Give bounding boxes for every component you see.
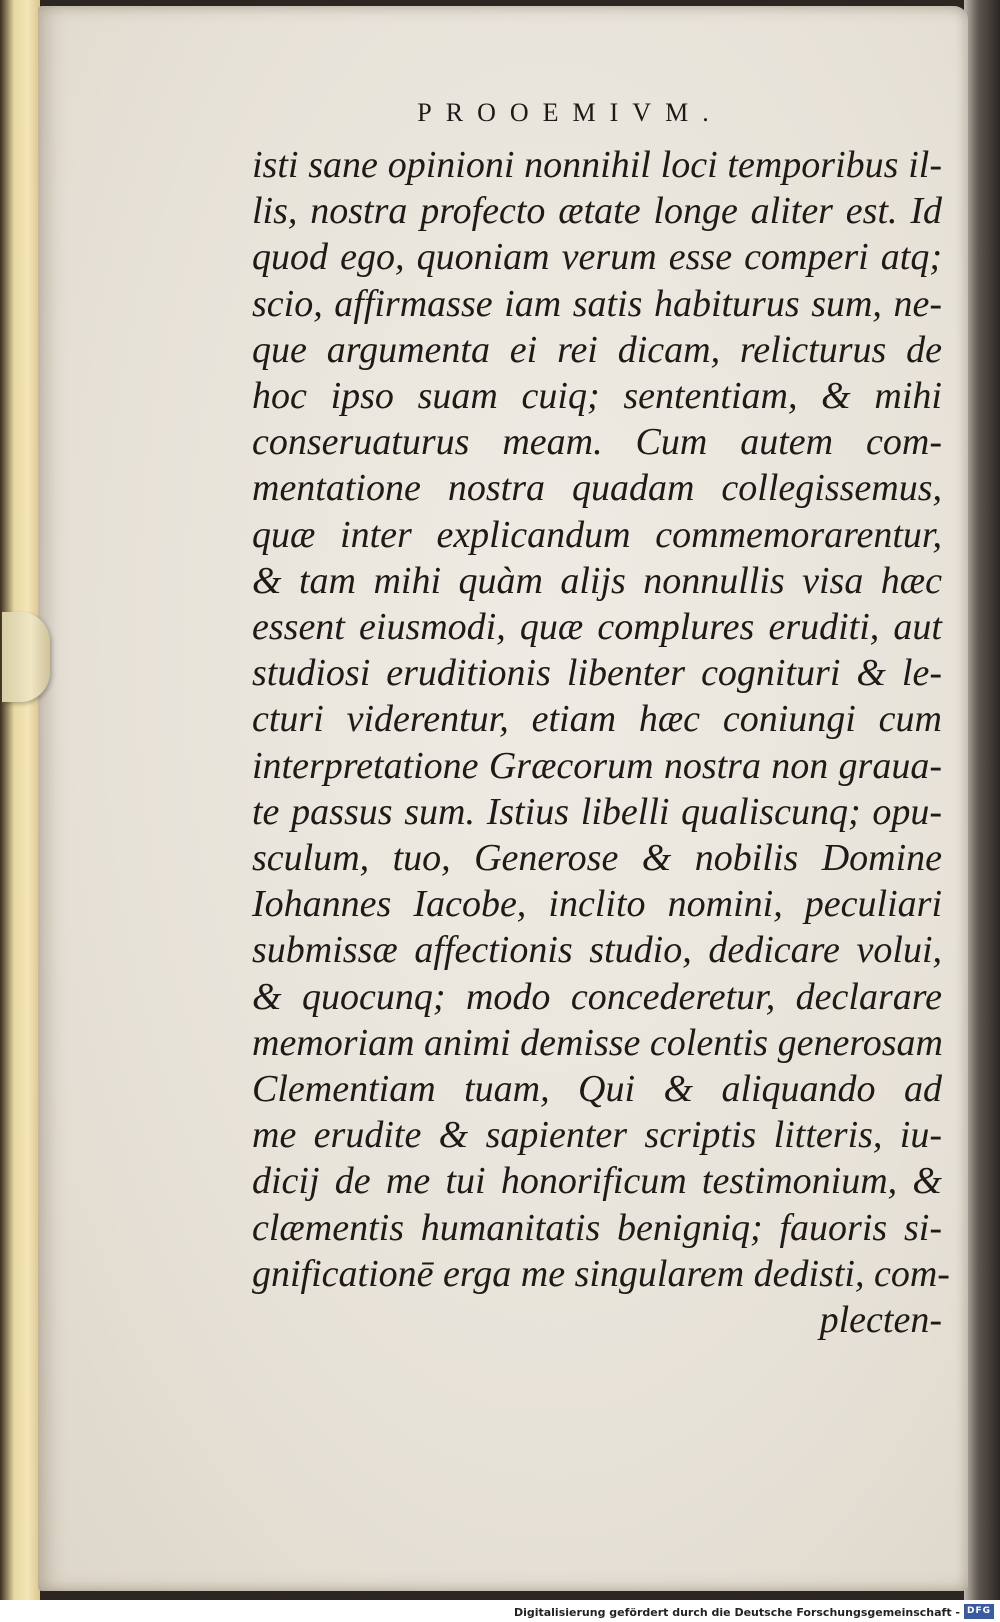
text-line: Clementiam tuam, Qui & aliquando ad <box>252 1068 942 1111</box>
text-line: lis, nostra profecto ætate longe aliter est. Id <box>252 190 942 233</box>
text-line: te passus sum. Istius libelli qualiscunq; opu- <box>252 790 942 833</box>
text-line: & quocunq; modo concederetur, declarare <box>252 975 942 1018</box>
body-text <box>252 142 950 1343</box>
text-line: essent eiusmodi, quæ complures eruditi, aut <box>252 606 942 649</box>
text-line: gnificationē erga me singularem dedisti, com- <box>252 1252 950 1295</box>
text-line: isti sane opinioni nonnihil loci temporibus il- <box>252 144 942 186</box>
dfg-logo: DFG <box>964 1604 994 1619</box>
text-line: cturi viderentur, etiam hæc coniungi cum <box>252 698 942 741</box>
text-line: que argumenta ei rei dicam, relicturus de <box>252 328 942 371</box>
page-stack-right <box>964 0 1000 1600</box>
text-line: Iohannes Iacobe, inclito nomini, peculiari <box>252 883 942 926</box>
catchword: plecten- <box>819 1299 942 1342</box>
text-line: interpretatione Græcorum nostra non graua- <box>252 744 942 787</box>
text-line: clæmentis humanitatis benigniq; fauoris si- <box>252 1206 942 1249</box>
text-line: scio, affirmasse iam satis habiturus sum, ne- <box>252 282 942 325</box>
book-edge-left <box>0 0 40 1600</box>
text-line: studiosi eruditionis libenter cognituri & le- <box>252 652 942 695</box>
funding-credit: Digitalisierung gefördert durch die Deutsche Forschungsgemeinschaft - <box>513 1606 960 1619</box>
text-line: dicij de me tui honorificum testimonium, & <box>252 1160 942 1203</box>
text-line: me erudite & sapienter scriptis litteris, iu- <box>252 1114 942 1157</box>
text-line: memoriam animi demisse colentis generosam <box>252 1021 943 1064</box>
text-line: & tam mihi quàm alijs nonnullis visa hæc <box>252 559 942 602</box>
text-line: quæ inter explicandum commemorarentur, <box>252 513 942 556</box>
bookmark-tab <box>2 612 50 702</box>
text-line: submissæ affectionis studio, dedicare volui, <box>252 929 942 972</box>
running-head: PROOEMIVM. <box>417 98 723 127</box>
footer-bar <box>0 1600 1000 1622</box>
text-line: quod ego, quoniam verum esse comperi atq; <box>252 236 942 279</box>
text-line: hoc ipso suam cuiq; sententiam, & mihi <box>252 375 942 418</box>
text-line: sculum, tuo, Generose & nobilis Domine <box>252 837 942 880</box>
text-line: conseruaturus meam. Cum autem com- <box>252 421 942 464</box>
text-line: mentatione nostra quadam collegissemus, <box>252 467 942 510</box>
